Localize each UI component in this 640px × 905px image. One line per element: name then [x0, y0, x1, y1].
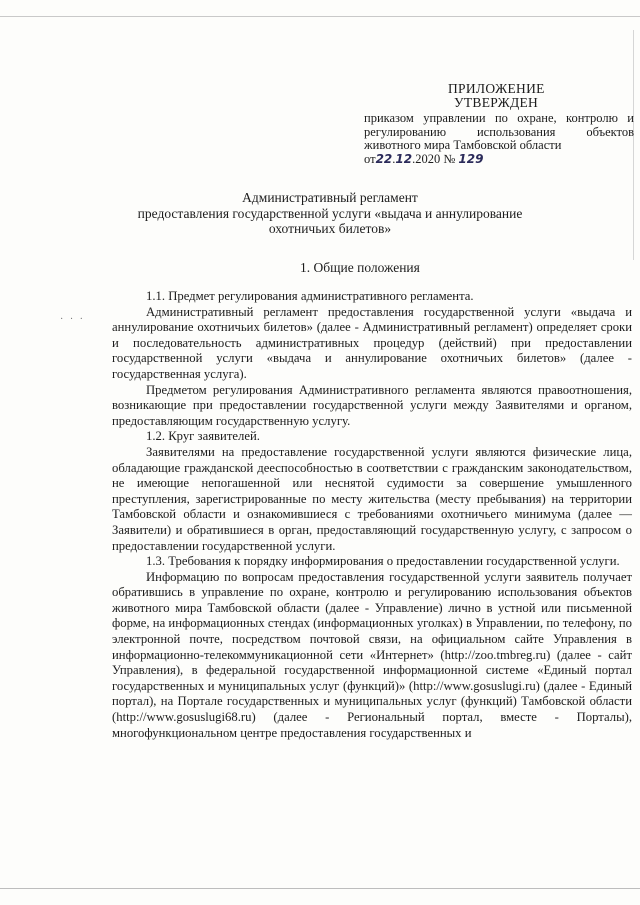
- document-title: [130, 190, 530, 237]
- paragraph-1-2-heading: 1.2. Круг заявителей.: [146, 429, 260, 444]
- paragraph: Информацию по вопросам предоставления государственной услуги заявитель получает обратившись в управление по охране, контролю и регулированию использования объектов животного мира Тамбовской области (далее - Управление) лично в устной или письменной форме, на информационных стендах (информационных уголках) в Управлении, по телефону, по электронной почте, посредством почтовой связи, на официальном сайте Управления в информационно-телекоммуникационной сети «Интернет» (http://zoo.tmbreg.ru) (далее - сайт Управления), в федеральной государственной информационной системе «Единый портал государственных и муниципальных услуг (функций)» (http://www.gosuslugi.ru) (далее - Единый портал), на Портале государственных и муниципальных услуг (функций) Тамбовской области (http://www.gosuslugi68.ru) (далее - Региональный портал, вместе - Порталы), многофункциональном центре предоставления государственных и: [112, 569, 632, 740]
- section-heading: 1. Общие положения: [300, 260, 420, 275]
- scan-bottom-edge: [0, 888, 640, 889]
- paragraph-1-3-heading: 1.3. Требования к порядку информирования о предоставлении государственной услуги.: [146, 554, 620, 569]
- paragraph-1-1-heading: 1.1. Предмет регулирования административного регламента.: [146, 289, 474, 303]
- title-line-3: охотничьих билетов»: [268, 221, 392, 236]
- document-body: [112, 289, 632, 741]
- date-year: .2020 №: [412, 151, 456, 166]
- date-month-handwritten: 12: [395, 151, 413, 166]
- date-prefix: от: [364, 151, 376, 166]
- margin-marks: · · ·: [60, 314, 85, 325]
- appendix-label: ПРИЛОЖЕНИЕ: [448, 81, 545, 96]
- scan-top-edge: [0, 16, 640, 17]
- approval-date-line: от22.12.2020 № 129: [364, 151, 484, 166]
- paragraph: Заявителями на предоставление государственной услуги являются физические лица, обладающие гражданской дееспособностью в соответствии с гражданским законодательством, не имеющие непогашенной или неснятой судимости за совершение умышленного преступления, зарегистрированные по месту жительства (месту пребывания) на территории Тамбовской области и ознакомившиеся с требованиями охотничьего минимума (далее — Заявители) и обратившиеся в орган, предоставляющий государственную услугу, с запросом о предоставлении государственной услуги.: [112, 444, 632, 553]
- date-day-handwritten: 22: [375, 151, 393, 166]
- order-number-handwritten: 129: [458, 151, 484, 166]
- paragraph: Административный регламент предоставления государственной услуги «выдача и аннулирование охотничьих билетов» (далее - Административный регламент) определяет сроки и последовательность административных процедур (действий) при предоставлении государственной услуги «выдача и аннулирование охотничьих билетов» (далее - государственная услуга).: [112, 304, 632, 381]
- approval-stamp-block: [364, 82, 634, 166]
- approved-label: УТВЕРЖДЕН: [454, 94, 539, 110]
- title-line-2: предоставления государственной услуги «выдача и аннулирование: [137, 205, 523, 221]
- title-line-1: Административный регламент: [242, 190, 418, 205]
- paragraph: Предметом регулирования Административного регламента являются правоотношения, возникающие при предоставлении государственной услуги между Заявителями и органом, предоставляющим государственную услугу.: [112, 382, 632, 428]
- approval-order-text: приказом управлении по охране, контролю и регулированию использования объектов животного мира Тамбовской области: [364, 111, 634, 152]
